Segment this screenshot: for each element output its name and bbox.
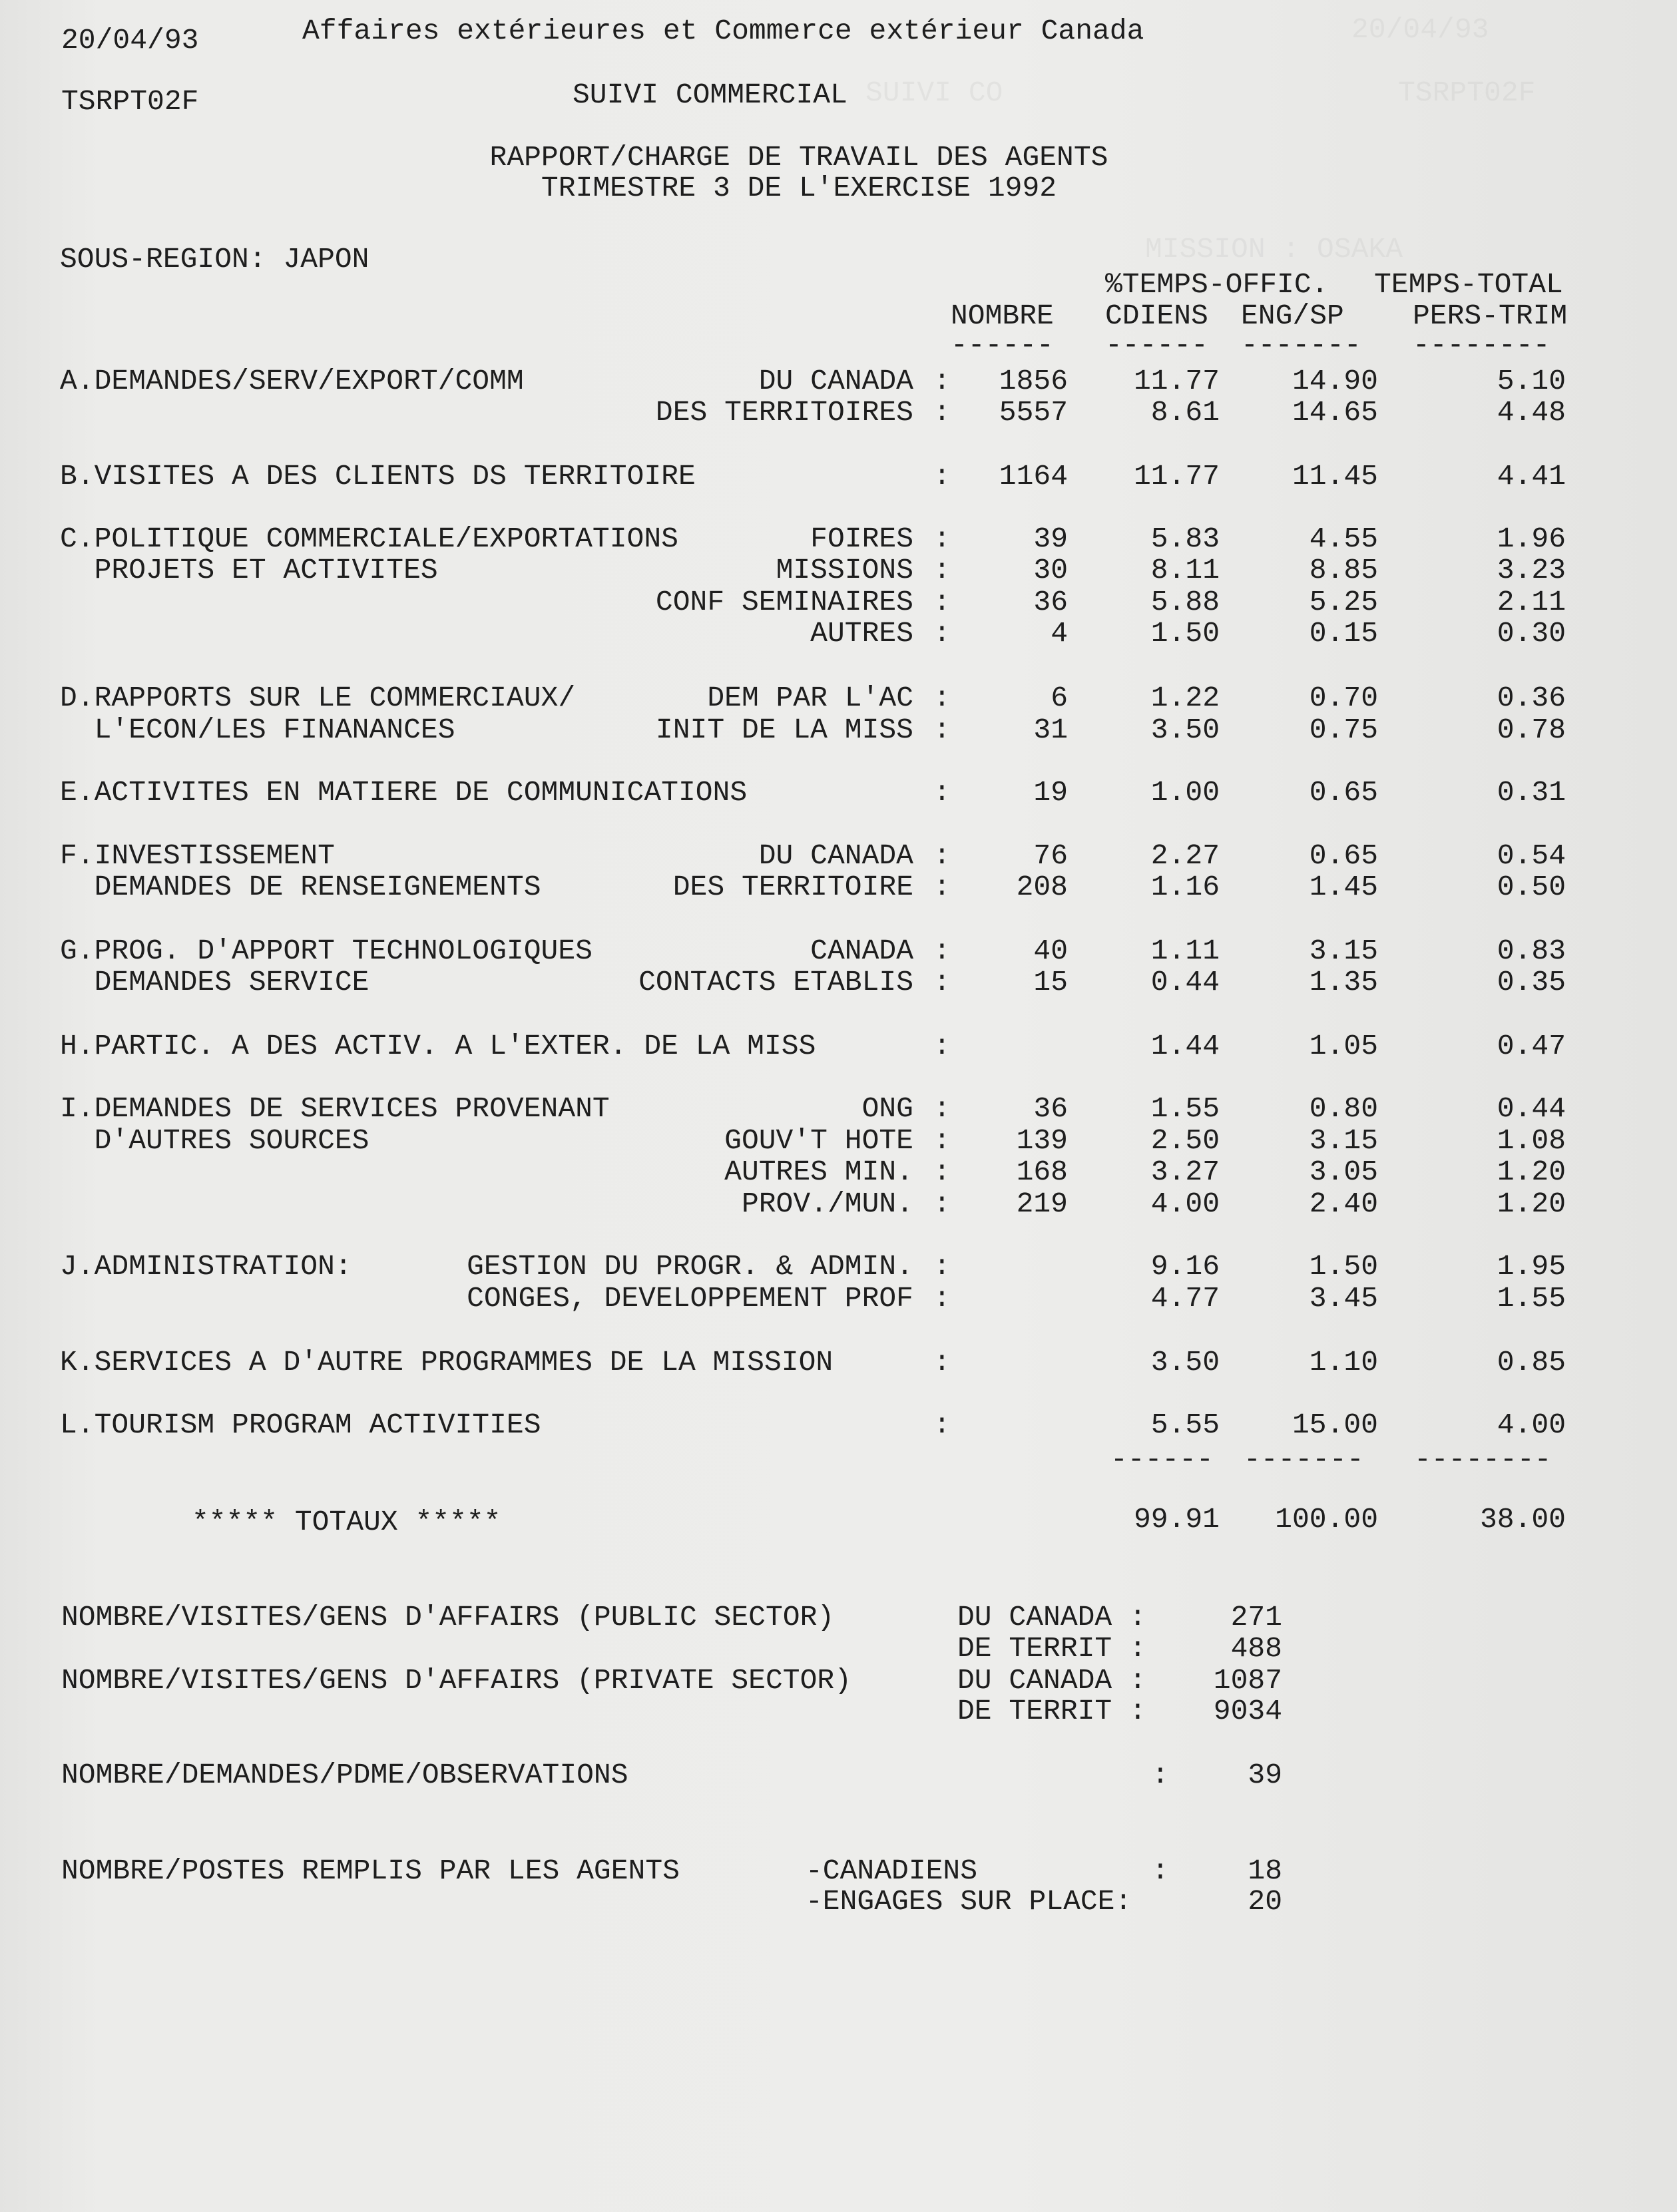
- row-category: C.POLITIQUE COMMERCIALE/EXPORTATIONS: [60, 523, 678, 555]
- row-engsp: 1.50: [1309, 1250, 1378, 1283]
- row-category: L'ECON/LES FINANANCES: [60, 714, 455, 746]
- row-cdiens: 3.50: [1150, 1346, 1220, 1379]
- row-cdiens: 5.55: [1150, 1409, 1220, 1441]
- row-nombre: 4: [1051, 617, 1068, 650]
- row-cdiens: 2.50: [1150, 1124, 1220, 1157]
- row-colon: :: [933, 396, 951, 429]
- row-perstrim: 2.11: [1497, 586, 1566, 618]
- row-colon: :: [933, 460, 951, 493]
- row-engsp: 4.55: [1309, 523, 1378, 555]
- row-cdiens: 1.00: [1150, 776, 1220, 809]
- row-cdiens: 1.55: [1150, 1092, 1220, 1125]
- row-subcategory: AUTRES: [810, 617, 913, 650]
- row-cdiens: 2.27: [1150, 839, 1220, 872]
- private-canada-label: DU CANADA :: [957, 1664, 1146, 1697]
- row-engsp: 1.45: [1309, 871, 1378, 903]
- row-category: G.PROG. D'APPORT TECHNOLOGIQUES: [60, 935, 593, 967]
- row-engsp: 3.45: [1309, 1282, 1378, 1315]
- row-category: F.INVESTISSEMENT: [60, 839, 335, 872]
- row-subcategory: DU CANADA: [758, 839, 913, 872]
- row-perstrim: 0.54: [1497, 839, 1566, 872]
- row-category: K.SERVICES A D'AUTRE PROGRAMMES DE LA MISSION: [60, 1346, 834, 1379]
- report-title: RAPPORT/CHARGE DE TRAVAIL DES AGENTS: [489, 141, 1108, 174]
- row-category: E.ACTIVITES EN MATIERE DE COMMUNICATIONS: [60, 776, 748, 809]
- column-header-engsp: ENG/SP: [1241, 300, 1344, 332]
- pdme-value: 39: [1248, 1759, 1282, 1791]
- row-subcategory: CONF SEMINAIRES: [655, 586, 913, 618]
- row-colon: :: [933, 1188, 951, 1220]
- row-category: PROJETS ET ACTIVITES: [60, 554, 438, 586]
- row-colon: :: [933, 935, 951, 967]
- column-header-cdiens: CDIENS: [1105, 300, 1208, 332]
- column-header-nombre: NOMBRE: [951, 300, 1054, 332]
- row-perstrim: 0.30: [1497, 617, 1566, 650]
- row-subcategory: CONTACTS ETABLIS: [638, 966, 913, 998]
- row-engsp: 5.25: [1309, 586, 1378, 618]
- row-engsp: 14.65: [1292, 396, 1378, 429]
- row-colon: :: [933, 966, 951, 998]
- row-category: D'AUTRES SOURCES: [60, 1124, 369, 1157]
- row-nombre: 36: [1033, 586, 1068, 618]
- public-canada-value: 271: [1230, 1601, 1282, 1634]
- row-engsp: 2.40: [1309, 1188, 1378, 1220]
- canadiens-colon: :: [1152, 1855, 1169, 1887]
- total-engsp: 100.00: [1275, 1503, 1378, 1536]
- row-nombre: 15: [1033, 966, 1068, 998]
- subregion-label: SOUS-REGION: JAPON: [60, 243, 369, 276]
- column-underline-engsp: -------: [1241, 329, 1361, 361]
- total-perstrim: 38.00: [1479, 1503, 1566, 1536]
- column-header-perstrim: PERS-TRIM: [1413, 300, 1568, 332]
- totals-rule-cdiens: ------: [1110, 1443, 1214, 1476]
- totals-rule-perstrim: --------: [1414, 1443, 1552, 1476]
- show-through-ghost: [1398, 77, 1535, 109]
- row-cdiens: 11.77: [1133, 460, 1220, 493]
- row-subcategory: CANADA: [810, 935, 913, 967]
- private-territ-value: 9034: [1213, 1695, 1282, 1727]
- public-canada-label: DU CANADA :: [957, 1601, 1146, 1634]
- row-cdiens: 1.11: [1150, 935, 1220, 967]
- row-perstrim: 0.85: [1497, 1346, 1566, 1379]
- row-perstrim: 5.10: [1497, 365, 1566, 397]
- public-sector-label: NOMBRE/VISITES/GENS D'AFFAIRS (PUBLIC SECTOR): [61, 1601, 835, 1634]
- row-engsp: 0.65: [1309, 776, 1378, 809]
- row-colon: :: [933, 365, 951, 397]
- row-subcategory: PROV./MUN.: [741, 1188, 913, 1220]
- row-category: DEMANDES SERVICE: [60, 966, 369, 998]
- row-engsp: 0.80: [1309, 1092, 1378, 1125]
- row-colon: :: [933, 523, 951, 555]
- row-category: H.PARTIC. A DES ACTIV. A L'EXTER. DE LA MISS: [60, 1030, 816, 1062]
- row-nombre: 76: [1033, 839, 1068, 872]
- row-colon: :: [933, 1409, 951, 1441]
- row-cdiens: 4.00: [1150, 1188, 1220, 1220]
- row-perstrim: 0.50: [1497, 871, 1566, 903]
- row-colon: :: [933, 776, 951, 809]
- department-name: Affaires extérieures et Commerce extérieur Canada: [302, 15, 1144, 47]
- row-engsp: 1.05: [1309, 1030, 1378, 1062]
- row-category: DEMANDES DE RENSEIGNEMENTS: [60, 871, 541, 903]
- row-engsp: 0.65: [1309, 839, 1378, 872]
- row-perstrim: 4.48: [1497, 396, 1566, 429]
- private-territ-label: DE TERRIT :: [957, 1695, 1146, 1727]
- report-period: TRIMESTRE 3 DE L'EXERCISE 1992: [541, 172, 1057, 204]
- row-cdiens: 3.27: [1150, 1156, 1220, 1188]
- row-cdiens: 5.88: [1150, 586, 1220, 618]
- row-cdiens: 8.61: [1150, 396, 1220, 429]
- public-territ-value: 488: [1230, 1632, 1282, 1665]
- row-colon: :: [933, 586, 951, 618]
- row-subcategory: INIT DE LA MISS: [655, 714, 913, 746]
- column-group-temps-offic: %TEMPS-OFFIC.: [1105, 268, 1329, 301]
- canadiens-value: 18: [1248, 1855, 1282, 1887]
- row-cdiens: 11.77: [1133, 365, 1220, 397]
- row-perstrim: 1.55: [1497, 1282, 1566, 1315]
- column-underline-perstrim: --------: [1413, 329, 1551, 361]
- row-nombre: 139: [1016, 1124, 1068, 1157]
- row-engsp: 0.15: [1309, 617, 1378, 650]
- row-cdiens: 1.44: [1150, 1030, 1220, 1062]
- row-category: L.TOURISM PROGRAM ACTIVITIES: [60, 1409, 541, 1441]
- row-nombre: 208: [1016, 871, 1068, 903]
- pdme-label: NOMBRE/DEMANDES/PDME/OBSERVATIONS: [61, 1759, 628, 1791]
- row-category: I.DEMANDES DE SERVICES PROVENANT: [60, 1092, 610, 1125]
- row-perstrim: 0.35: [1497, 966, 1566, 998]
- row-engsp: 3.05: [1309, 1156, 1378, 1188]
- row-subcategory: AUTRES MIN.: [724, 1156, 913, 1188]
- row-category: A.DEMANDES/SERV/EXPORT/COMM: [60, 365, 524, 397]
- totals-rule-engsp: -------: [1244, 1443, 1364, 1476]
- row-cdiens: 1.22: [1150, 682, 1220, 714]
- row-cdiens: 0.44: [1150, 966, 1220, 998]
- row-perstrim: 0.44: [1497, 1092, 1566, 1125]
- show-through-ghost: [1351, 13, 1489, 46]
- private-sector-label: NOMBRE/VISITES/GENS D'AFFAIRS (PRIVATE SECTOR): [61, 1664, 851, 1697]
- row-subcategory: FOIRES: [810, 523, 913, 555]
- row-perstrim: 0.78: [1497, 714, 1566, 746]
- row-engsp: 15.00: [1292, 1409, 1378, 1441]
- row-colon: :: [933, 682, 951, 714]
- row-nombre: 19: [1033, 776, 1068, 809]
- row-perstrim: 1.96: [1497, 523, 1566, 555]
- row-nombre: 1164: [999, 460, 1068, 493]
- row-cdiens: 8.11: [1150, 554, 1220, 586]
- row-colon: :: [933, 1346, 951, 1379]
- row-subcategory: DEM PAR L'AC: [707, 682, 913, 714]
- row-engsp: 14.90: [1292, 365, 1378, 397]
- row-subcategory: DES TERRITOIRES: [655, 396, 913, 429]
- system-name: SUIVI COMMERCIAL: [573, 79, 847, 111]
- row-colon: :: [933, 1124, 951, 1157]
- row-engsp: 1.10: [1309, 1346, 1378, 1379]
- row-perstrim: 1.20: [1497, 1156, 1566, 1188]
- private-canada-value: 1087: [1213, 1664, 1282, 1697]
- row-colon: :: [933, 1156, 951, 1188]
- canadiens-label: -CANADIENS: [806, 1855, 978, 1887]
- row-subcategory: DES TERRITOIRE: [672, 871, 913, 903]
- postes-label: NOMBRE/POSTES REMPLIS PAR LES AGENTS: [61, 1855, 680, 1887]
- row-nombre: 40: [1033, 935, 1068, 967]
- row-colon: :: [933, 1030, 951, 1062]
- row-subcategory: MISSIONS: [776, 554, 913, 586]
- row-subcategory: GOUV'T HOTE: [724, 1124, 913, 1157]
- report-code: TSRPT02F: [61, 85, 199, 118]
- row-engsp: 1.35: [1309, 966, 1378, 998]
- row-colon: :: [933, 1092, 951, 1125]
- engages-value: 20: [1248, 1885, 1282, 1918]
- row-engsp: 0.75: [1309, 714, 1378, 746]
- row-cdiens: 1.50: [1150, 617, 1220, 650]
- row-engsp: 8.85: [1309, 554, 1378, 586]
- row-subcategory: CONGES, DEVELOPPEMENT PROF: [467, 1282, 913, 1315]
- row-perstrim: 0.36: [1497, 682, 1566, 714]
- total-cdiens: 99.91: [1133, 1503, 1220, 1536]
- row-cdiens: 9.16: [1150, 1250, 1220, 1283]
- show-through-ghost: [865, 77, 1003, 109]
- column-group-temps-total: TEMPS-TOTAL: [1374, 268, 1563, 301]
- row-nombre: 1856: [999, 365, 1068, 397]
- row-subcategory: DU CANADA: [758, 365, 913, 397]
- row-nombre: 39: [1033, 523, 1068, 555]
- row-engsp: 11.45: [1292, 460, 1378, 493]
- row-perstrim: 0.47: [1497, 1030, 1566, 1062]
- row-nombre: 6: [1051, 682, 1068, 714]
- row-colon: :: [933, 617, 951, 650]
- row-perstrim: 1.20: [1497, 1188, 1566, 1220]
- row-nombre: 30: [1033, 554, 1068, 586]
- row-colon: :: [933, 1250, 951, 1283]
- row-colon: :: [933, 871, 951, 903]
- row-perstrim: 4.41: [1497, 460, 1566, 493]
- row-colon: :: [933, 1282, 951, 1315]
- column-underline-nombre: ------: [951, 329, 1054, 361]
- public-territ-label: DE TERRIT :: [957, 1632, 1146, 1665]
- row-cdiens: 5.83: [1150, 523, 1220, 555]
- row-perstrim: 0.31: [1497, 776, 1566, 809]
- row-perstrim: 4.00: [1497, 1409, 1566, 1441]
- show-through-ghost: [1145, 233, 1403, 266]
- row-nombre: 5557: [999, 396, 1068, 429]
- row-perstrim: 0.83: [1497, 935, 1566, 967]
- row-engsp: 3.15: [1309, 935, 1378, 967]
- row-cdiens: 4.77: [1150, 1282, 1220, 1315]
- row-nombre: 168: [1016, 1156, 1068, 1188]
- pdme-colon: :: [1152, 1759, 1169, 1791]
- row-engsp: 0.70: [1309, 682, 1378, 714]
- column-underline-cdiens: ------: [1105, 329, 1208, 361]
- row-category: B.VISITES A DES CLIENTS DS TERRITOIRE: [60, 460, 696, 493]
- row-category: J.ADMINISTRATION:: [60, 1250, 352, 1283]
- engages-label: -ENGAGES SUR PLACE:: [806, 1885, 1132, 1918]
- row-colon: :: [933, 839, 951, 872]
- row-subcategory: ONG: [861, 1092, 913, 1125]
- row-colon: :: [933, 554, 951, 586]
- row-cdiens: 1.16: [1150, 871, 1220, 903]
- row-engsp: 3.15: [1309, 1124, 1378, 1157]
- row-nombre: 219: [1016, 1188, 1068, 1220]
- row-perstrim: 1.08: [1497, 1124, 1566, 1157]
- row-nombre: 31: [1033, 714, 1068, 746]
- row-category: D.RAPPORTS SUR LE COMMERCIAUX/: [60, 682, 576, 714]
- row-subcategory: GESTION DU PROGR. & ADMIN.: [467, 1250, 913, 1283]
- row-cdiens: 3.50: [1150, 714, 1220, 746]
- row-colon: :: [933, 714, 951, 746]
- totals-label: ***** TOTAUX *****: [192, 1506, 501, 1538]
- report-date: 20/04/93: [61, 24, 199, 57]
- row-perstrim: 3.23: [1497, 554, 1566, 586]
- row-perstrim: 1.95: [1497, 1250, 1566, 1283]
- row-nombre: 36: [1033, 1092, 1068, 1125]
